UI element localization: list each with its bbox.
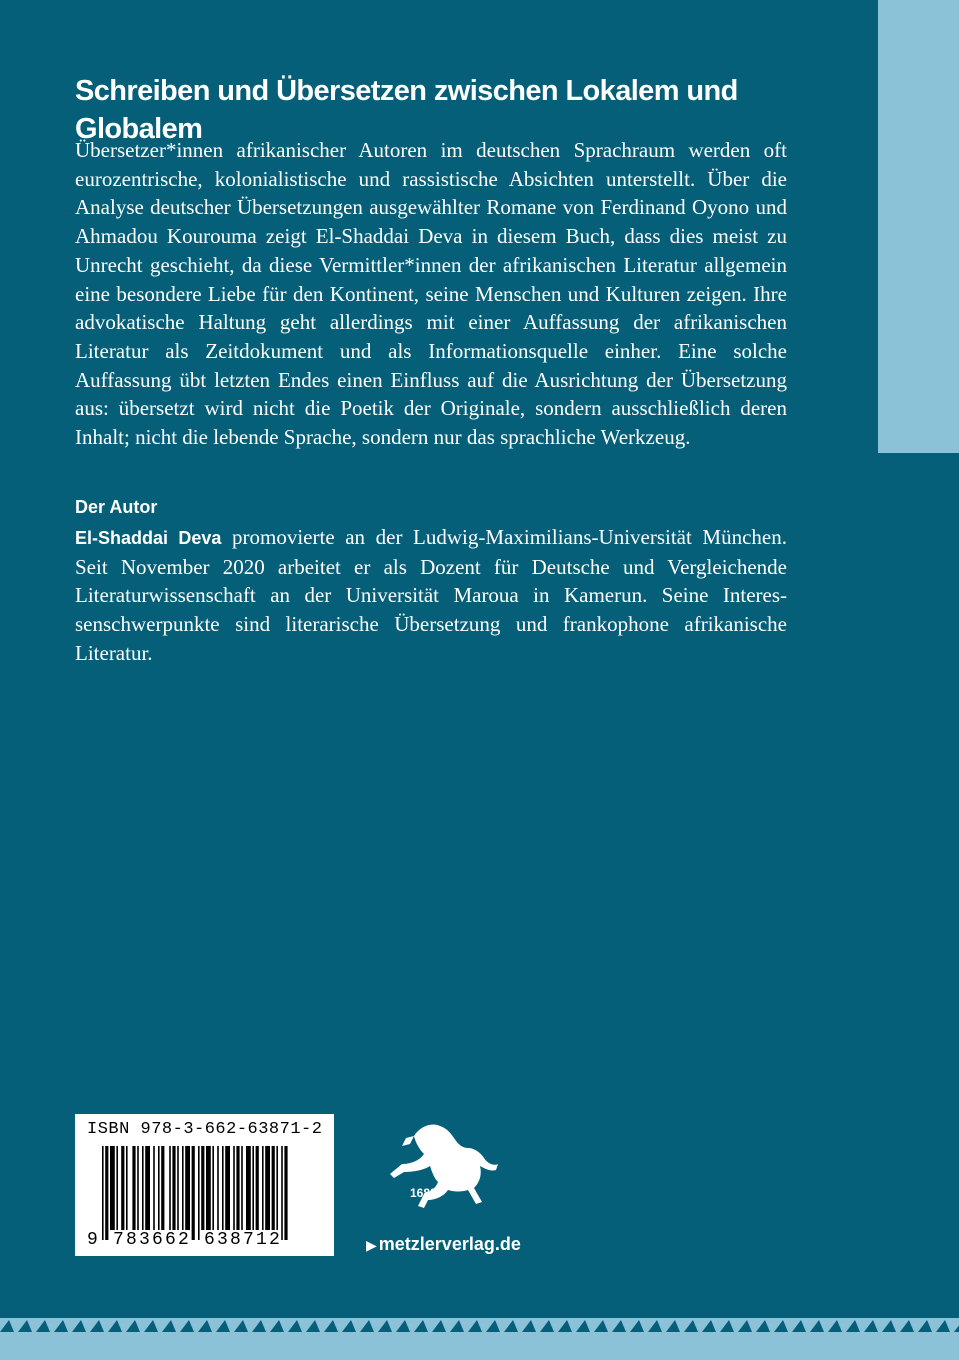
spine-accent-band	[878, 0, 959, 453]
border-triangle	[0, 1320, 14, 1332]
barcode-bar	[172, 1146, 175, 1230]
border-triangle	[198, 1320, 212, 1332]
barcode-bar	[241, 1146, 243, 1230]
border-triangle	[486, 1320, 500, 1332]
border-triangle	[936, 1320, 950, 1332]
barcode-bar	[276, 1146, 278, 1230]
barcode-bar	[225, 1146, 230, 1230]
border-triangle	[126, 1320, 140, 1332]
barcode-bar	[281, 1146, 283, 1240]
border-triangle	[828, 1320, 842, 1332]
border-triangle	[324, 1320, 338, 1332]
barcode-bar	[192, 1146, 195, 1240]
barcode-bar	[132, 1146, 135, 1230]
barcode-bar	[265, 1146, 270, 1230]
barcode-bar	[137, 1146, 139, 1230]
arrow-right-icon: ▶	[366, 1237, 377, 1253]
barcode-bar	[217, 1146, 219, 1230]
barcode-bar	[182, 1146, 184, 1230]
barcode-bar	[212, 1146, 214, 1230]
barcode-bar	[116, 1146, 118, 1230]
border-triangle	[648, 1320, 662, 1332]
border-triangle	[54, 1320, 68, 1332]
barcode-bar	[256, 1146, 259, 1230]
border-triangle	[72, 1320, 86, 1332]
border-triangle	[882, 1320, 896, 1332]
border-triangle	[522, 1320, 536, 1332]
border-triangle	[342, 1320, 356, 1332]
border-triangle	[540, 1320, 554, 1332]
barcode-bar	[153, 1146, 155, 1230]
border-triangle	[702, 1320, 716, 1332]
barcode-bar	[198, 1146, 200, 1240]
border-triangle	[504, 1320, 518, 1332]
border-triangle	[792, 1320, 806, 1332]
barcode-bar	[145, 1146, 150, 1230]
border-triangle	[414, 1320, 428, 1332]
logo-year: 1682	[410, 1186, 437, 1200]
author-name: El-Shaddai Deva	[75, 528, 222, 548]
barcode-bar	[262, 1146, 264, 1230]
border-triangle	[36, 1320, 50, 1332]
border-triangle	[918, 1320, 932, 1332]
book-title: Schreiben und Übersetzen zwischen Lokalem und Globalem	[75, 75, 738, 145]
author-heading: Der Autor	[75, 497, 158, 517]
barcode-bar	[233, 1146, 235, 1230]
border-triangle	[576, 1320, 590, 1332]
border-triangle	[234, 1320, 248, 1332]
barcode-bar	[252, 1146, 254, 1230]
border-triangle	[90, 1320, 104, 1332]
barcode-bar	[142, 1146, 144, 1230]
border-triangle	[738, 1320, 752, 1332]
publisher-website-link[interactable]	[366, 1234, 521, 1255]
border-triangle	[612, 1320, 626, 1332]
barcode-bar	[169, 1146, 171, 1230]
barcode-bar	[201, 1146, 204, 1230]
barcode-bar	[236, 1146, 239, 1230]
author-bio	[75, 523, 787, 668]
border-triangle	[954, 1320, 959, 1332]
barcode-bar	[126, 1146, 128, 1230]
border-triangle	[162, 1320, 176, 1332]
barcode-bar	[246, 1146, 251, 1230]
border-triangle	[900, 1320, 914, 1332]
book-description: Übersetzer*innen afrikanischer Autoren im deutschen Sprachraum werden oft eurozentrische, kolonialistische und rassistische Absichten unterstellt. Über die Analyse deutscher Übersetzungen ausgewählter Romane von Ferdinand Oyono und Ahmadou Kourouma zeigt El-Shaddai Deva in diesem Buch, dass dies meist zu Unrecht geschieht, da diese Vermittler*innen der afrikanischen Literatur allgemein eine besondere Liebe für den Kontinent, seine Menschen und Kulturen zeigen. Ihre advokatische Haltung geht allerdings mit einer Auffassung der afrikanischen Literatur als Zeitdokument und als Informationsquelle einher. Eine solche Auffassung übt letzten Endes einen Einfluss auf die Ausrichtung der Übersetzung aus: übersetzt wird nicht die Poetik der Originale, sondern ausschließlich deren Inhalt; nicht die lebende Sprache, sondern nur das sprachliche Werkzeug.	[75, 138, 787, 450]
barcode-bar	[105, 1146, 108, 1240]
border-triangle	[432, 1320, 446, 1332]
border-triangle	[216, 1320, 230, 1332]
border-triangle	[396, 1320, 410, 1332]
border-triangle	[288, 1320, 302, 1332]
barcode-bar	[272, 1146, 275, 1230]
border-triangle	[684, 1320, 698, 1332]
border-triangle	[144, 1320, 158, 1332]
barcode-bar	[222, 1146, 224, 1230]
barcode-bar	[177, 1146, 179, 1230]
barcode-bar	[206, 1146, 211, 1230]
border-triangle	[720, 1320, 734, 1332]
border-triangle	[18, 1320, 32, 1332]
decorative-triangle-border	[0, 1318, 959, 1334]
barcode-bar	[158, 1146, 160, 1230]
border-triangle	[630, 1320, 644, 1332]
isbn-label: ISBN 978-3-662-63871-2	[87, 1120, 323, 1139]
isbn-barcode	[75, 1114, 334, 1256]
border-triangle	[774, 1320, 788, 1332]
barcode-bar	[110, 1146, 115, 1230]
border-triangle	[666, 1320, 680, 1332]
border-triangle	[306, 1320, 320, 1332]
border-triangle	[594, 1320, 608, 1332]
border-triangle	[864, 1320, 878, 1332]
border-triangle	[378, 1320, 392, 1332]
author-bio-text: promovierte an der Ludwig-Maximilians-Universität München. Seit November 2020 arbeitet er als Dozent für Deutsche und Vergleichende Literaturwissenschaft an der Universität Maroua in Kamerun. Seine Interessenschwerpunkte sind literarische Übersetzung und frankophone afrikanische Literatur.	[75, 525, 788, 665]
border-triangle	[558, 1320, 572, 1332]
border-triangle	[180, 1320, 194, 1332]
barcode-digits: 9 783662 638712	[87, 1230, 283, 1250]
border-triangle	[108, 1320, 122, 1332]
barcode-bar	[102, 1146, 104, 1240]
barcode-bar	[121, 1146, 124, 1230]
barcode-bar	[185, 1146, 190, 1230]
barcode-bar	[161, 1146, 164, 1230]
border-triangle	[252, 1320, 266, 1332]
border-triangle	[450, 1320, 464, 1332]
border-triangle	[846, 1320, 860, 1332]
horse-logo-icon	[384, 1118, 504, 1218]
border-triangle	[468, 1320, 482, 1332]
barcode-bar	[284, 1146, 287, 1240]
border-triangle	[756, 1320, 770, 1332]
border-triangle	[270, 1320, 284, 1332]
border-triangle	[810, 1320, 824, 1332]
border-triangle	[360, 1320, 374, 1332]
website-text: metzlerverlag.de	[378, 1234, 521, 1254]
